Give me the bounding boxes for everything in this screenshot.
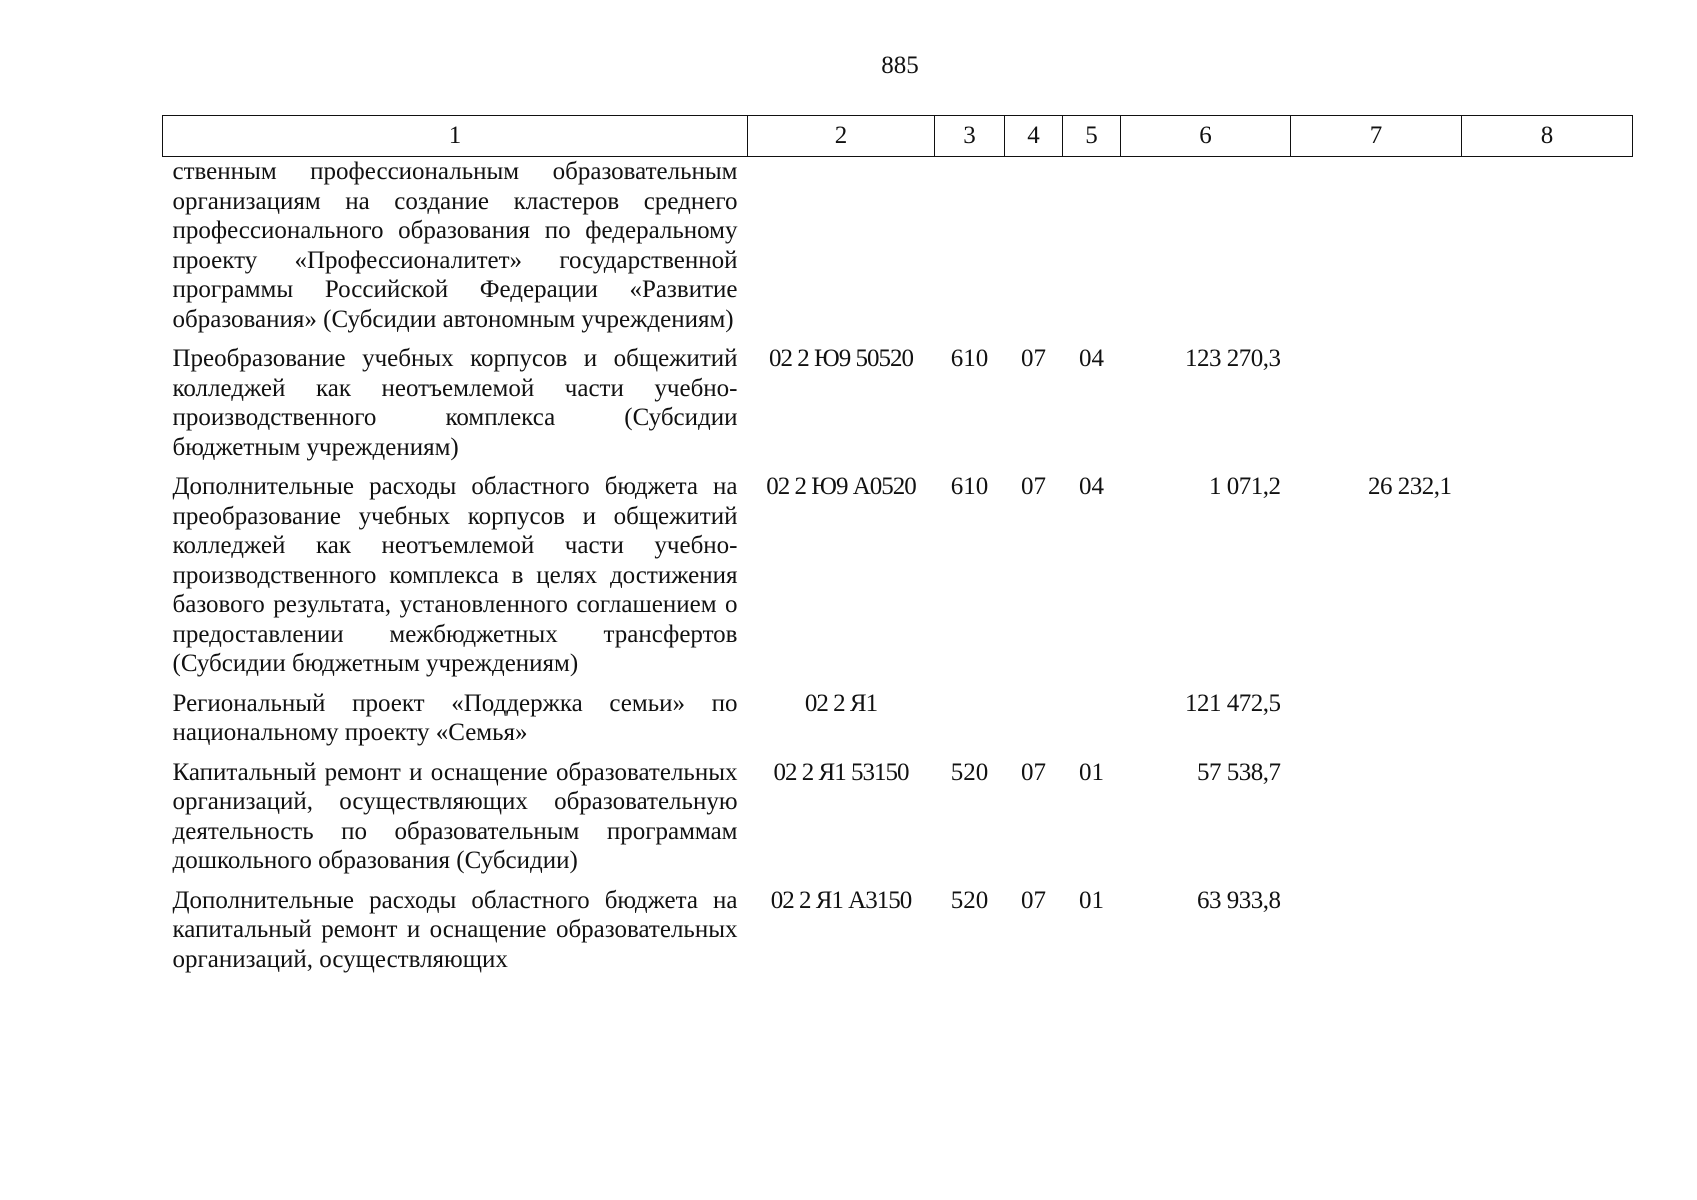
row-col5: 01 [1079,758,1104,786]
table-row [163,886,1633,985]
header-cell-2: 2 [748,116,935,157]
row-col6: 121 472,5 [1185,689,1281,717]
header-cell-7: 7 [1291,116,1462,157]
table-row [163,344,1633,472]
row-description: Капитальный ремонт и оснащение образовательных организаций, осуществляющих образовательную деятельность по образовательным программам дошкольного образования (Субсидии) [172,758,738,874]
header-cell-3: 3 [935,116,1005,157]
row-col3 [935,157,1005,345]
row-col8 [1462,689,1633,758]
row-col5 [1063,157,1121,345]
row-code [748,157,935,345]
row-col8 [1462,472,1633,689]
row-col6: 57 538,7 [1197,758,1281,786]
row-description: Преобразование учебных корпусов и общежитий колледжей как неотъемлемой части учебно-производственного комплекса (Субсидии бюджетным учреждениям) [172,345,738,461]
header-cell-5: 5 [1063,116,1121,157]
row-code: 02 2 Я1 А3150 [770,886,912,914]
row-description: ственным профессиональным образовательным организациям на создание кластеров среднего профессионального образования по федеральному проекту «Профессионалитет» государственной программы Российской Федерации «Развитие образования» (Субсидии автономным учреждениям) [172,158,738,333]
row-col5 [1063,689,1121,758]
budget-table [162,115,1633,984]
header-cell-6: 6 [1121,116,1291,157]
row-code: 02 2 Я1 [804,689,878,717]
page-number: 885 [881,52,919,79]
header-cell-8: 8 [1462,116,1633,157]
row-col5: 04 [1079,473,1104,500]
row-col7: 26 232,1 [1368,473,1452,500]
row-code: 02 2 Ю9 50520 [769,345,913,372]
row-col8 [1462,758,1633,886]
header-cell-4: 4 [1005,116,1063,157]
table-header [163,116,1633,157]
row-col7 [1291,157,1462,345]
table-row [163,157,1633,345]
row-col7 [1291,689,1462,758]
row-col7 [1291,758,1462,886]
header-cell-1: 1 [163,116,748,157]
row-col4: 07 [1021,473,1046,500]
row-col6: 123 270,3 [1185,345,1281,372]
row-col4 [1005,689,1063,758]
row-col8 [1462,344,1633,472]
table-row [163,472,1633,689]
header-row [163,116,1633,157]
row-description: Дополнительные расходы областного бюджета на капитальный ремонт и оснащение образовательных организаций, осуществляющих [172,886,738,973]
row-col4: 07 [1021,345,1046,372]
table-row [163,758,1633,886]
row-col8 [1462,886,1633,985]
row-col6: 1 071,2 [1209,473,1281,500]
row-col3: 610 [950,345,989,372]
row-col3: 520 [950,886,989,914]
row-description: Дополнительные расходы областного бюджета на преобразование учебных корпусов и общежитий колледжей как неотъемлемой части учебно-производственного комплекса в целях достижения базового результата, установленного соглашением о предоставлении межбюджетных трансфертов (Субсидии бюджетным учреждениям) [172,473,738,677]
row-col6: 63 933,8 [1197,886,1281,914]
row-code: 02 2 Ю9 А0520 [766,473,916,500]
table-row [163,689,1633,758]
row-description: Региональный проект «Поддержка семьи» по национальному проекту «Семья» [172,689,738,746]
row-col3: 520 [950,758,989,786]
row-col3 [935,689,1005,758]
row-col4: 07 [1021,758,1046,786]
row-col5: 04 [1079,345,1104,372]
row-code: 02 2 Я1 53150 [773,758,909,786]
row-col6 [1121,157,1291,345]
row-col7 [1291,886,1462,985]
row-col4: 07 [1021,886,1046,914]
row-col4 [1005,157,1063,345]
row-col7 [1291,344,1462,472]
row-col5: 01 [1079,886,1104,914]
row-col8 [1462,157,1633,345]
row-col3: 610 [950,473,989,500]
